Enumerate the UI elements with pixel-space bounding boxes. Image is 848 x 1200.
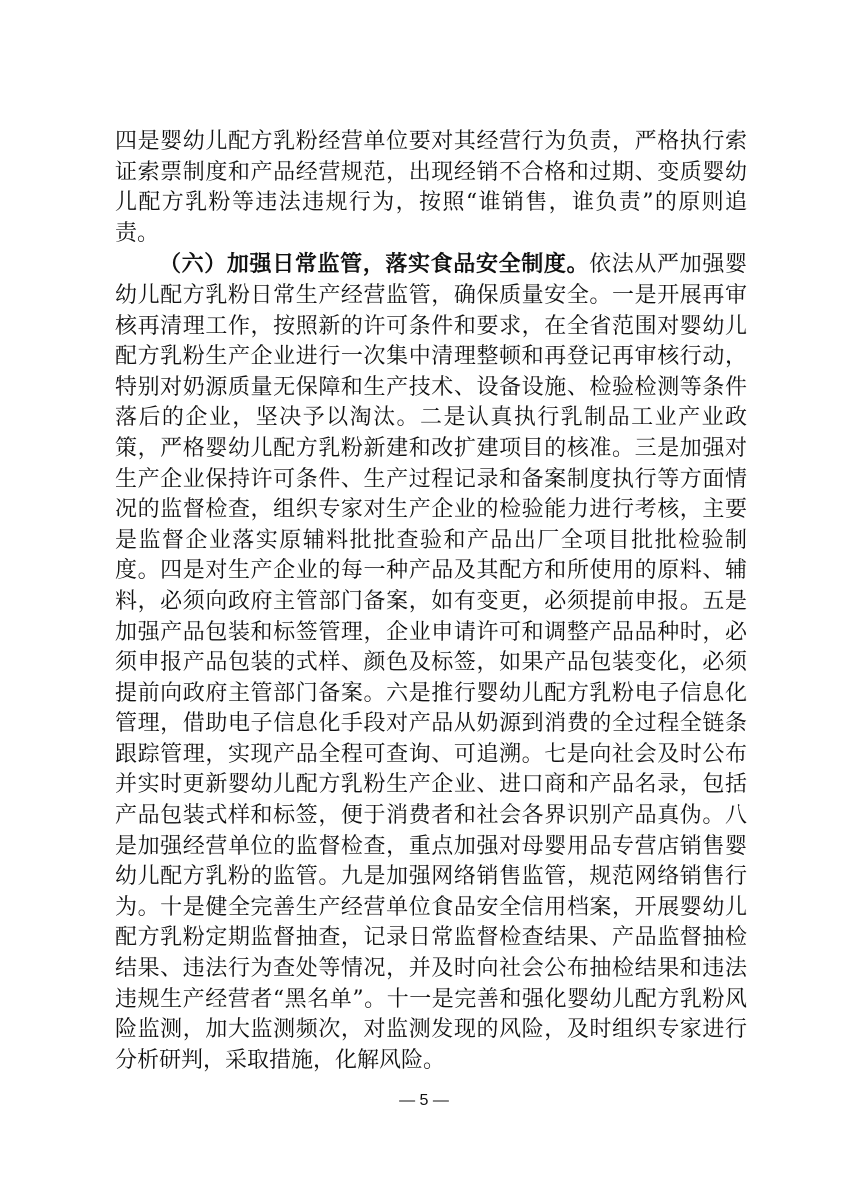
page-number: — 5 —: [399, 1092, 449, 1109]
document-body: [115, 127, 747, 1076]
paragraph-daily-supervision: [115, 249, 747, 1076]
section-heading-six: （六）加强日常监管，落实食品安全制度。: [159, 251, 590, 278]
section-body-text: 依法从严加强婴幼儿配方乳粉日常生产经营监管，确保质量安全。一是开展再审核再清理工作，按照新的许可条件和要求，在全省范围对婴幼儿配方乳粉生产企业进行一次集中清理整顿和再登记再审核行动，特别对奶源质量无保障和生产技术、设备设施、检验检测等条件落后的企业，坚决予以淘汰。二是认真执行乳制品工业产业政策，严格婴幼儿配方乳粉新建和改扩建项目的核准。三是加强对生产企业保持许可条件、生产过程记录和备案制度执行等方面情况的监督检查，组织专家对生产企业的检验能力进行考核，主要是监督企业落实原辅料批批查验和产品出厂全项目批批检验制度。四是对生产企业的每一种产品及其配方和所使用的原料、辅料，必须向政府主管部门备案，如有变更，必须提前申报。五是加强产品包装和标签管理，企业申请许可和调整产品品种时，必须申报产品包装的式样、颜色及标签，如果产品包装变化，必须提前向政府主管部门备案。六是推行婴幼儿配方乳粉电子信息化管理，借助电子信息化手段对产品从奶源到消费的全过程全链条跟踪管理，实现产品全程可查询、可追溯。七是向社会及时公布并实时更新婴幼儿配方乳粉生产企业、进口商和产品名录，包括产品包装式样和标签，便于消费者和社会各界识别产品真伪。八是加强经营单位的监督检查，重点加强对母婴用品专营店销售婴幼儿配方乳粉的监管。九是加强网络销售监管，规范网络销售行为。十是健全完善生产经营单位食品安全信用档案，开展婴幼儿配方乳粉定期监督抽查，记录日常监督检查结果、产品监督抽检结果、违法行为查处等情况，并及时向社会公布抽检结果和违法违规生产经营者“黑名单”。十一是完善和强化婴幼儿配方乳粉风险监测，加大监测频次，对监测发现的风险，及时组织专家进行分析研判，采取措施，化解风险。: [115, 252, 747, 1073]
paragraph-responsibility: 四是婴幼儿配方乳粉经营单位要对其经营行为负责，严格执行索证索票制度和产品经营规范，出现经销不合格和过期、变质婴幼儿配方乳粉等违法违规行为，按照“谁销售，谁负责”的原则追责。: [115, 129, 747, 246]
